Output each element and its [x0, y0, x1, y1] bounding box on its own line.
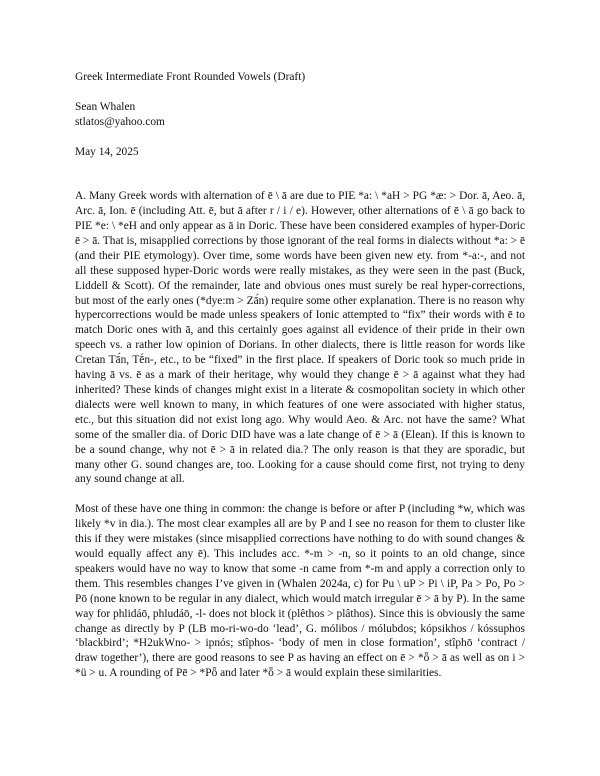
document-title: Greek Intermediate Front Rounded Vowels (Draft) [75, 71, 306, 83]
document-body [75, 70, 525, 681]
paragraph-a: A. Many Greek words with alternation of ē \ ā are due to PIE *a: \ *aH > PG *æ: > Dor. ā, Aeo. ā, Arc. ā, Ion. ē (including Att. ē, but ā after r / i / e). However, other alternations of ē \ ā go back to PIE *e: \ *eH and only appear as ā in Doric. These have been considered examples of hyper-Doric ē > ā. That is, misapplied corrections by those ignorant of the real forms in dialects without *a: > ē (and their PIE etymology). Over time, some words have been given new ety. from *-a:-, and not all these supposed hyper-Doric words were really mistakes, as they were seen in the past (Buck, Liddell & Scott). Of the remainder, late and obvious ones must surely be real hyper-corrections, but most of the early ones (*dye:m > Zā́n) require some other explanation. There is no reason why hypercorrections would be made unless speakers of Ionic attempted to “fix” their words with ē to match Doric ones with ā, and this certainly goes against all evidence of their pride in their own speech vs. a rather low opinion of Dorians. In other dialects, there is little reason for words like Cretan Tā́n, Tḗn-, etc., to be “fixed” in the first place. If speakers of Doric took so much pride in having ā vs. ē as a mark of their heritage, why would they change ē > ā against what they had inherited? These kinds of changes might exist in a literate & cosmopolitan society in which other dialects were well known to many, in which features of one were associated with higher status, etc., but this situation did not exist long ago. Why would Aeo. & Arc. not have the same? What some of the smaller dia. of Doric DID have was a late change of ē > ā (Elean). If this is known to be a sound change, why not ē > ā in related dia.? The only reason is that they are sporadic, but many other G. sound changes are, too. Looking for a cause should come first, not trying to deny any sound change at all. [75, 190, 525, 486]
document-date: May 14, 2025 [75, 145, 139, 158]
author-email: stlatos@yahoo.com [75, 115, 165, 128]
paragraph-b: Most of these have one thing in common: the change is before or after P (including *w, which was likely *v in dia.). The most clear examples all are by P and I see no reason for them to cluster like this if they were mistakes (since misapplied corrections have nothing to do with sound changes & would equally affect any ē). This includes acc. *-m > -n, so it points to an old change, since speakers would have no way to know that some -n came from *-m and apply a correction only to them. This resembles changes I’ve given in (Whalen 2024a, c) for Pu \ uP > Pi \ iP, Pa > Po, Po > Pō (none known to be regular in any dialect, which would match irregular ē > ā by P). In the same way for phlidáō, phludáō, -l- does not block it (plêthos > plâthos). Since this is obviously the same change as directly by P (LB mo-ri-wo-do ‘lead’, G. mólibos / mólubdos; kópsikhos / kóssuphos ‘blackbird’; *H2ukWno- > ipnós; stîphos- ‘body of men in close formation’, stîphō ‘contract / draw together’), there are good reasons to see P as having an effect on ē > *ȫ > ā as well as on i > *ü > u. A rounding of Pē > *Pȫ and later *ȫ > ā would explain these similarities. [75, 503, 525, 680]
author-name: Sean Whalen [75, 100, 136, 113]
